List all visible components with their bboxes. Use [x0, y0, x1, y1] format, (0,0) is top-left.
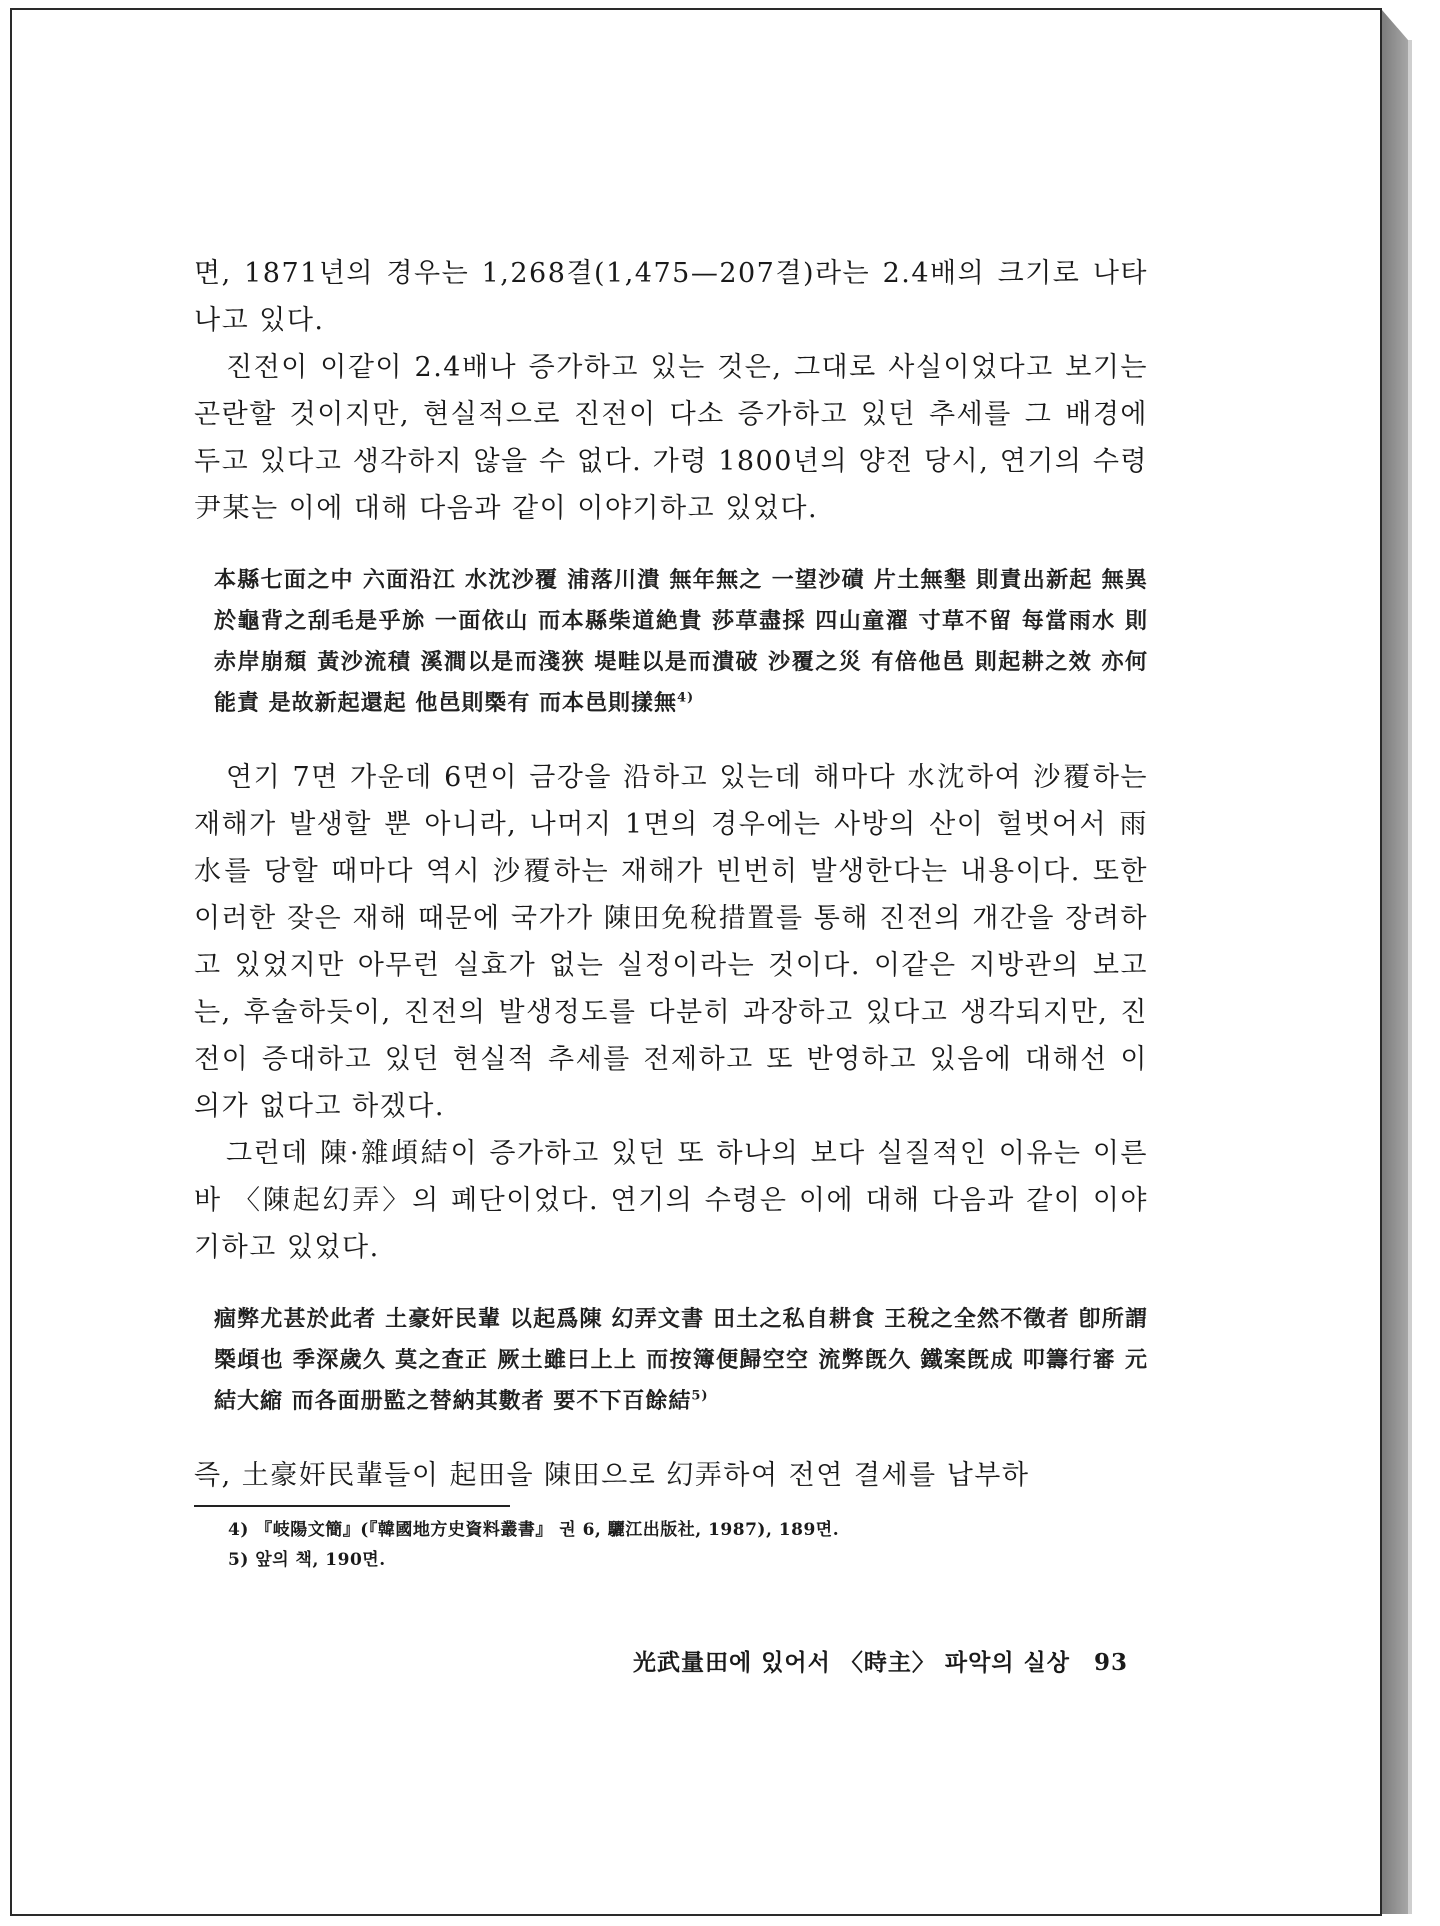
- page-edge-shadow: [1408, 40, 1412, 1914]
- quote-body: 本縣七面之中 六面沿江 水沈沙覆 浦落川潰 無年無之 一望沙磧 片土無墾 則責出新起 無異於龜背之刮毛是乎旀 一面依山 而本縣柴道絶貴 莎草盡採 四山童濯 寸草不留 每當雨水 則赤岸崩頹 黃沙流積 溪澗以是而淺狹 堤畦以是而潰破 沙覆之災 有倍他邑 則起耕之效 亦何能責 是故新起還起 他邑則㮣有 而本邑則㨾無: [214, 567, 1148, 716]
- footnote-divider: [194, 1505, 510, 1507]
- footnote-mark: 5): [691, 1388, 709, 1404]
- paragraph: 즉, 土豪奸民輩들이 起田을 陳田으로 幻弄하여 전연 결세를 납부하: [194, 1460, 1030, 1491]
- quote-text: [214, 560, 1148, 724]
- running-title: 光武量田에 있어서 〈時主〉 파악의 실상: [632, 1649, 1070, 1676]
- quote-body: 痼弊尤甚於此者 土豪奸民輩 以起爲陳 幻弄文書 田土之私自耕食 王稅之全然不徵者 卽所謂㮣頉也 季深歲久 莫之査正 厥土雖曰上上 而按簿便歸空空 流弊旣久 鐵案旣成 叩籌行審 元結大縮 而各面册監之替納其數者 要不下百餘結: [214, 1306, 1148, 1414]
- paragraph: 면, 1871년의 경우는 1,268결(1,475—207결)라는 2.4배의 크기로 나타나고 있다.: [194, 258, 1148, 336]
- block-quote: [194, 1299, 1148, 1422]
- block-quote: [194, 560, 1148, 724]
- book-page: [10, 8, 1382, 1916]
- running-footer: [602, 1644, 1128, 1677]
- page-number: 93: [1093, 1649, 1128, 1676]
- footnotes: [194, 1515, 1148, 1575]
- quote-text: [214, 1299, 1148, 1422]
- page-content: [194, 250, 1148, 1575]
- footnote: 4) 『岐陽文簡』(『韓國地方史資料叢書』 권 6, 驪江出版社, 1987), 189면.: [228, 1520, 840, 1540]
- paragraph: 연기 7면 가운데 6면이 금강을 沿하고 있는데 해마다 水沈하여 沙覆하는 재해가 발생할 뿐 아니라, 나머지 1면의 경우에는 사방의 산이 헐벗어서 雨水를 당할 때마다 역시 沙覆하는 재해가 빈번히 발생한다는 내용이다. 또한 이러한 잦은 재해 때문에 국가가 陳田免稅措置를 통해 진전의 개간을 장려하고 있었지만 아무런 실효가 없는 실정이라는 것이다. 이같은 지방관의 보고는, 후술하듯이, 진전의 발생정도를 다분히 과장하고 있다고 생각되지만, 진전이 증대하고 있던 현실적 추세를 전제하고 또 반영하고 있음에 대해선 이의가 없다고 하겠다.: [194, 762, 1148, 1122]
- page-edge: [1382, 10, 1408, 1914]
- paragraph: 진전이 이같이 2.4배나 증가하고 있는 것은, 그대로 사실이었다고 보기는 곤란할 것이지만, 현실적으로 진전이 다소 증가하고 있던 추세를 그 배경에 두고 있다고 생각하지 않을 수 없다. 가령 1800년의 양전 당시, 연기의 수령 尹某는 이에 대해 다음과 같이 이야기하고 있었다.: [194, 352, 1148, 524]
- footnote-mark: 4): [676, 690, 695, 706]
- footnote: 5) 앞의 책, 190면.: [228, 1550, 386, 1570]
- paragraph: 그런데 陳·雜頉結이 증가하고 있던 또 하나의 보다 실질적인 이유는 이른바 〈陳起幻弄〉의 폐단이었다. 연기의 수령은 이에 대해 다음과 같이 이야기하고 있었다.: [194, 1138, 1148, 1263]
